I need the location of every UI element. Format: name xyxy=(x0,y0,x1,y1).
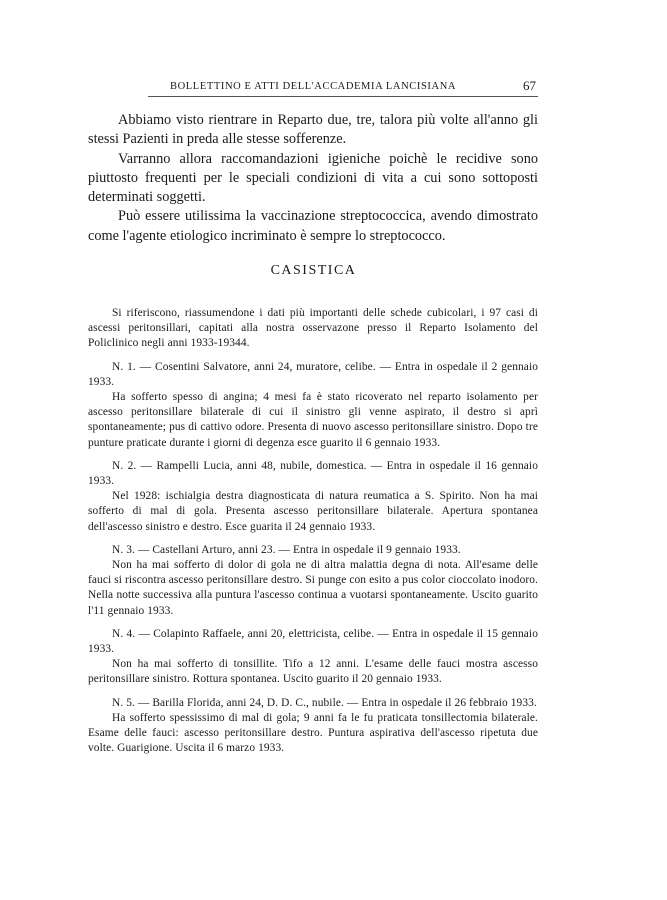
case-history: Nel 1928: ischialgia destra diagnosticata di natura reumatica a S. Spirito. Non ha mai sofferto di mal di gola. Presenta ascesso peritonsillare bilaterale. Apertura spontanea dell'ascesso sinistro e destro. Esce guarita il 24 gennaio 1933. xyxy=(88,490,538,533)
case-list xyxy=(88,306,538,764)
header-rule xyxy=(148,96,538,97)
case-history: Non ha mai sofferto di dolor di gola ne di altra malattia degna di nota. All'esame delle fauci si riscontra ascesso peritonsillare destro. Si punge con esito a pus color cioccolato inodoro. Nella notte successiva alla puntura l'ascesso continua a vuotarsi spontaneamente. Uscito guarito l'11 gennaio 1933. xyxy=(88,559,538,617)
case-entry xyxy=(88,360,538,451)
case-header: N. 3. — Castellani Arturo, anni 23. — Entra in ospedale il 9 gennaio 1933. xyxy=(112,543,461,556)
intro-text xyxy=(88,111,538,246)
page-number: 67 xyxy=(523,78,536,93)
cases-intro-paragraph: Si riferiscono, riassumendone i dati più importanti delle schede cubicolari, i 97 casi di ascessi peritonsillari, capitati alla nostra osservazone presso il Reparto Isolamento del Policlinico negli anni 1933-19344. xyxy=(88,307,538,350)
section-title: CASISTICA xyxy=(270,263,357,278)
case-entry xyxy=(88,696,538,757)
case-history: Ha sofferto spesso di angina; 4 mesi fa è stato ricoverato nel reparto isolamento per ascesso peritonsillare bilaterale di cui il sinistro gli venne aspirato, il destro si aprì spontaneamente; pus di cattivo odore. Presenta di nuovo ascesso peritonsillare sinistro. Dopo tre punture praticate durante i giorni di degenza esce guarito il 6 gennaio 1933. xyxy=(88,391,538,449)
intro-paragraph: Varranno allora raccomandazioni igieniche poichè le recidive sono piuttosto frequenti per le speciali condizioni di vita a cui sono sottoposti determinati soggetti. xyxy=(88,150,538,206)
case-history: Ha sofferto spessissimo di mal di gola; 9 anni fa le fu praticata tonsillectomia bilaterale. Esame delle fauci: ascesso peritonsillare destro. Puntura aspirativa dell'ascesso ripetuta due volte. Guarigione. Uscita il 6 marzo 1933. xyxy=(88,711,538,755)
case-header: N. 4. — Colapinto Raffaele, anni 20, elettricista, celibe. — Entra in ospedale il 15 gennaio 1933. xyxy=(88,627,538,656)
case-header: N. 2. — Rampelli Lucia, anni 48, nubile, domestica. — Entra in ospedale il 16 gennaio 1933. xyxy=(88,459,538,488)
case-entry xyxy=(88,627,538,688)
intro-paragraph: Abbiamo visto rientrare in Reparto due, tre, talora più volte all'anno gli stessi Pazienti in preda alle stesse sofferenze. xyxy=(88,112,538,148)
case-header: N. 5. — Barilla Florida, anni 24, D. D. C., nubile. — Entra in ospedale il 26 febbraio 1933. xyxy=(112,696,537,709)
intro-paragraph: Può essere utilissima la vaccinazione streptococcica, avendo dimostrato come l'agente etiologico incriminato è sempre lo streptococco. xyxy=(88,208,538,244)
case-entry xyxy=(88,459,538,535)
case-entry xyxy=(88,543,538,619)
running-head: BOLLETTINO E ATTI DELL'ACCADEMIA LANCISIANA xyxy=(170,81,457,92)
cases-intro xyxy=(88,306,538,352)
case-header: N. 1. — Cosentini Salvatore, anni 24, muratore, celibe. — Entra in ospedale il 2 gennaio 1933. xyxy=(88,360,538,388)
case-history: Non ha mai sofferto di tonsillite. Tifo a 12 anni. L'esame delle fauci mostra ascesso peritonsillare sinistro. Rottura spontanea. Uscito guarito il 20 gennaio 1933. xyxy=(88,658,538,686)
